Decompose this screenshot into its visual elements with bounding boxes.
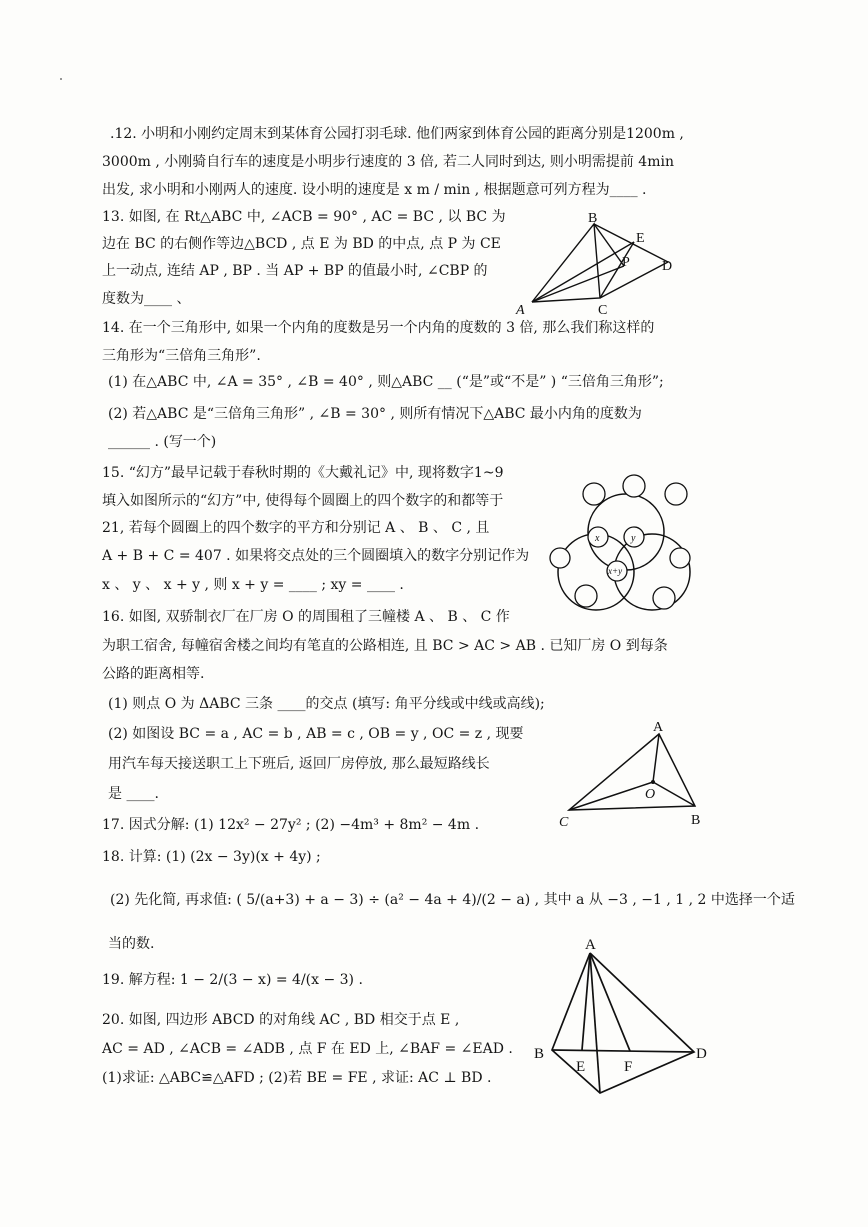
scan-speck <box>60 78 62 80</box>
problem-16-line-6: 用汽车每天接送职工上下班后, 返回厂房停放, 那么最短路线长 <box>108 756 490 772</box>
problem-12-line-3: 出发, 求小明和小刚两人的速度. 设小明的速度是 x m / min , 根据题意可列方程为____ . <box>102 182 647 198</box>
figure-16-triangle <box>555 720 715 832</box>
problem-13-line-2: 边在 BC 的右侧作等边△BCD , 点 E 为 BD 的中点, 点 P 为 CE <box>102 236 501 252</box>
problem-14-line-5: ______ . (写一个) <box>108 434 217 450</box>
problem-15-line-1: 15. “幻方”最早记载于春秋时期的《大戴礼记》中, 现将数字1~9 <box>102 465 504 481</box>
figure-15-magic-circles <box>540 470 700 618</box>
fig13-label-b: B <box>588 211 598 226</box>
problem-20-line-1: 20. 如图, 四边形 ABCD 的对角线 AC , BD 相交于点 E , <box>102 1012 460 1028</box>
problem-20-line-3: (1)求证: △ABC≌△AFD ; (2)若 BE = FE , 求证: AC ⊥ BD . <box>102 1070 492 1086</box>
problem-18-line-3: 当的数. <box>108 936 155 952</box>
problem-15-line-3: 21, 若每个圆圈上的四个数字的平方和分别记 A 、 B 、 C , 且 <box>102 520 490 536</box>
problem-16-line-4: (1) 则点 O 为 ΔABC 三条 ____的交点 (填写: 角平分线或中线或高线); <box>108 696 545 712</box>
problem-20-line-2: AC = AD , ∠ACB = ∠ADB , 点 F 在 ED 上, ∠BAF = ∠EAD . <box>102 1041 513 1057</box>
problem-17-line-1: 17. 因式分解: (1) 12x² − 27y² ; (2) −4m³ + 8m² − 4m . <box>102 817 480 833</box>
fig16-label-c: C <box>559 815 569 830</box>
fig20-label-b: B <box>534 1046 545 1062</box>
problem-16-line-3: 公路的距离相等. <box>102 666 205 682</box>
problem-18-line-2: (2) 先化简, 再求值: ( 5/(a+3) + a − 3) ÷ (a² − 4a + 4)/(2 − a) , 其中 a 从 −3 , −1 , 1 , 2 中选择一个适 <box>110 892 795 908</box>
fig16-label-b: B <box>691 813 701 828</box>
fig13-label-p: P <box>622 255 630 270</box>
problem-14-line-1: 14. 在一个三角形中, 如果一个内角的度数是另一个内角的度数的 3 倍, 那么我们称这样的 <box>102 320 655 336</box>
problem-12-line-1: .12. 小明和小刚约定周末到某体育公园打羽毛球. 他们两家到体育公园的距离分别是1200m , <box>110 126 684 142</box>
problem-13-line-1: 13. 如图, 在 Rt△ABC 中, ∠ACB = 90° , AC = BC , 以 BC 为 <box>102 209 506 225</box>
fig13-label-e: E <box>636 231 645 246</box>
fig16-label-o: O <box>645 787 656 802</box>
fig20-label-a: A <box>585 937 596 953</box>
problem-19-line-1: 19. 解方程: 1 − 2/(3 − x) = 4/(x − 3) . <box>102 972 363 988</box>
problem-15-line-2: 填入如图所示的“幻方”中, 使得每个圆圈上的四个数字的和都等于 <box>102 493 504 509</box>
figure-13-triangle <box>510 210 690 320</box>
problem-16-line-2: 为职工宿舍, 每幢宿舍楼之间均有笔直的公路相连, 且 BC > AC > AB . 已知厂房 O 到每条 <box>102 638 668 654</box>
fig20-label-d: D <box>696 1046 707 1062</box>
problem-16-line-5: (2) 如图设 BC = a , AC = b , AB = c , OB = y , OC = z , 现要 <box>108 726 524 742</box>
problem-16-line-1: 16. 如图, 双骄制衣厂在厂房 O 的周围租了三幢楼 A 、 B 、 C 作 <box>102 609 510 625</box>
fig13-label-a: A <box>516 303 525 318</box>
problem-18-line-1: 18. 计算: (1) (2x − 3y)(x + 4y) ; <box>102 849 321 865</box>
fig16-label-a: A <box>653 720 664 735</box>
problem-13-line-3: 上一动点, 连结 AP , BP . 当 AP + BP 的值最小时, ∠CBP 的 <box>102 263 488 279</box>
problem-16-line-7: 是 ____. <box>108 786 159 802</box>
fig15-label-x: x <box>595 533 600 544</box>
fig13-label-c: C <box>598 303 608 318</box>
problem-14-line-3: (1) 在△ABC 中, ∠A = 35° , ∠B = 40° , 则△ABC __ (“是”或“不是” ) “三倍角三角形”; <box>108 374 664 390</box>
problem-12-line-2: 3000m , 小刚骑自行车的速度是小明步行速度的 3 倍, 若二人同时到达, 则小明需提前 4min <box>102 154 674 170</box>
fig13-label-d: D <box>662 259 673 274</box>
fig15-label-xy: x+y <box>608 566 623 576</box>
fig15-label-y: y <box>631 533 636 544</box>
problem-14-line-2: 三角形为“三倍角三角形”. <box>102 348 261 364</box>
problem-15-line-4: A + B + C = 407 . 如果将交点处的三个圆圈填入的数字分别记作为 <box>102 548 530 564</box>
problem-14-line-4: (2) 若△ABC 是“三倍角三角形” , ∠B = 30° , 则所有情况下△ABC 最小内角的度数为 <box>108 406 642 422</box>
problem-13-line-4: 度数为____ 、 <box>102 291 191 307</box>
problem-15-line-5: x 、 y 、 x + y , 则 x + y = ____ ; xy = ____ . <box>102 577 404 593</box>
fig20-label-f: F <box>624 1059 633 1075</box>
figure-20-quadrilateral <box>530 935 720 1100</box>
fig20-label-e: E <box>576 1059 586 1075</box>
